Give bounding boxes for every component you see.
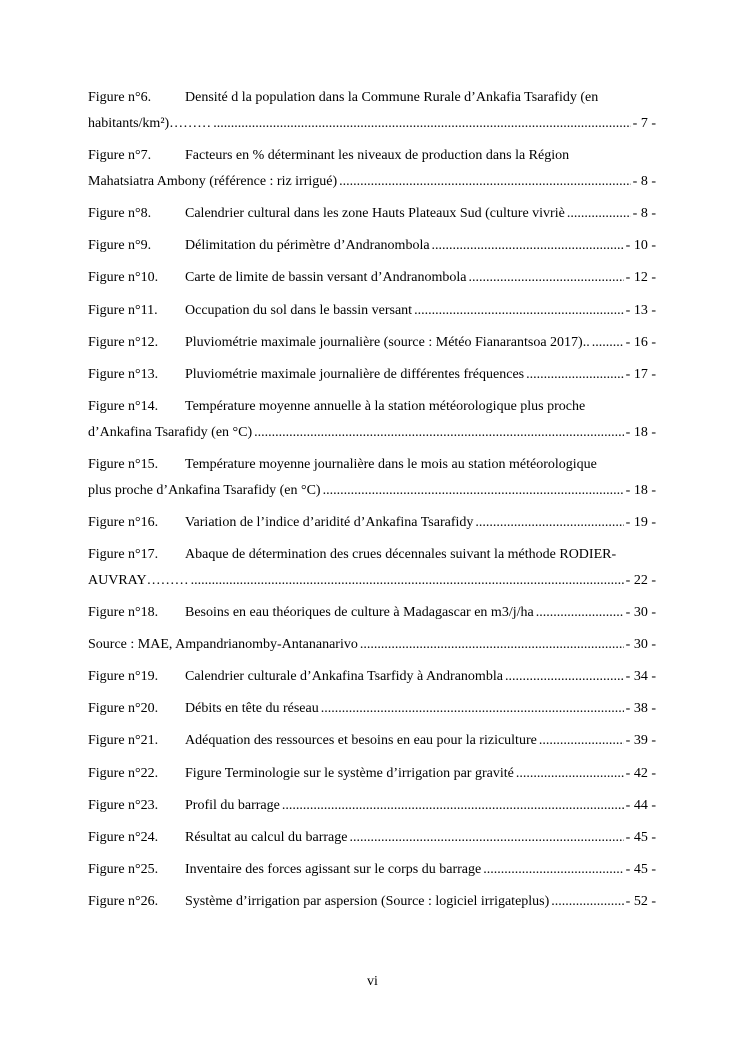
dot-leader [412,303,624,319]
page-footer-number: vi [367,974,378,989]
page-number: - 30 - [625,637,656,652]
figure-title: Abaque de détermination des crues décennales suivant la méthode RODIER- [185,547,617,562]
toc-entry[interactable] [88,238,656,254]
figure-number: Figure n°26. [88,894,159,909]
figure-number: Figure n°13. [88,367,159,382]
toc-entry[interactable] [88,335,656,351]
page-number: - 8 - [632,206,656,221]
toc-entry[interactable] [88,303,656,319]
page-number: - 13 - [625,303,656,318]
figure-title: Inventaire des forces agissant sur le corps du barrage [185,862,482,877]
toc-entry[interactable] [88,367,656,383]
page-number: - 34 - [625,669,656,684]
figure-number: Figure n°12. [88,335,159,350]
figure-title: Variation de l’indice d’aridité d’Ankafina Tsarafidy [185,515,474,530]
figure-title: Système d’irrigation par aspersion (Source : logiciel irrigateplus) [185,894,550,909]
toc-entry[interactable] [88,148,656,190]
toc-entry[interactable] [88,862,656,878]
page-number: - 19 - [625,515,656,530]
figure-title-continuation: plus proche d’Ankafina Tsarafidy (en °C) [88,483,321,498]
toc-entry[interactable] [88,399,656,441]
page-number: - 44 - [625,798,656,813]
dot-leader [503,669,624,685]
figure-number: Figure n°7. [88,148,152,163]
dot-leader [549,894,623,910]
figure-title: Température moyenne annuelle à la station météorologique plus proche [185,399,586,414]
figure-number: Figure n°14. [88,399,159,414]
figure-title: Pluviométrie maximale journalière de différentes fréquences [185,367,525,382]
figure-title: Besoins en eau théoriques de culture à Madagascar en m3/j/ha [185,605,534,620]
figure-number: Figure n°16. [88,515,159,530]
dot-leader [280,798,624,814]
figure-title: Température moyenne journalière dans le mois au station météorologique [185,457,597,472]
toc-entry[interactable] [88,605,656,621]
figure-title: Profil du barrage [185,798,280,813]
dot-leader [211,116,630,132]
dot-leader [358,637,624,653]
figure-number: Figure n°21. [88,733,159,748]
figure-number: Figure n°15. [88,457,159,472]
dot-leader [481,862,623,878]
dot-leader [524,367,624,383]
dot-leader [430,238,624,254]
page-number: - 52 - [625,894,656,909]
toc-entry[interactable] [88,90,656,132]
dot-leader [337,174,631,190]
toc-entry[interactable] [88,830,656,846]
page-number: - 18 - [625,483,656,498]
figure-number: Figure n°10. [88,270,159,285]
dot-leader [473,515,623,531]
page-number: - 45 - [625,830,656,845]
figure-number: Figure n°6. [88,90,152,105]
page-number: - 17 - [625,367,656,382]
dot-leader [321,483,624,499]
figure-number: Figure n°18. [88,605,159,620]
page-number: - 30 - [625,605,656,620]
dot-leader [534,605,624,621]
figure-number: Figure n°11. [88,303,158,318]
toc-entry[interactable] [88,894,656,910]
toc-entry[interactable] [88,733,656,749]
page-number: - 12 - [625,270,656,285]
figure-number: Figure n°24. [88,830,159,845]
page-number: - 7 - [632,116,656,131]
figure-title-continuation: Mahatsiatra Ambony (référence : riz irrigué) [88,174,338,189]
dot-leader [252,425,624,441]
dot-leader [565,206,631,222]
page-number: - 42 - [625,766,656,781]
page-number: - 8 - [632,174,656,189]
toc-entry[interactable] [88,515,656,531]
toc-entry[interactable] [88,766,656,782]
figure-title: Délimitation du périmètre d’Andranombola [185,238,430,253]
figure-title: Débits en tête du réseau [185,701,319,716]
figure-title: Occupation du sol dans le bassin versant [185,303,413,318]
page-number: - 38 - [625,701,656,716]
figure-title: Calendrier culturale d’Ankafina Tsarfidy à Andranombla [185,669,503,684]
toc-entry[interactable] [88,457,656,499]
figure-number: Figure n°19. [88,669,159,684]
dot-leader [537,733,624,749]
dot-leader [590,335,624,351]
toc-entry[interactable] [88,798,656,814]
figure-number: Figure n°20. [88,701,159,716]
dot-leader [347,830,623,846]
page-number: - 16 - [625,335,656,350]
dot-leader [514,766,624,782]
figure-title: Résultat au calcul du barrage [185,830,348,845]
toc-entry[interactable] [88,547,656,589]
toc-source-entry[interactable] [88,637,656,653]
figure-title: Facteurs en % déterminant les niveaux de production dans la Région [185,148,570,163]
toc-entry[interactable] [88,701,656,717]
figure-title: Carte de limite de bassin versant d’Andranombola [185,270,467,285]
dot-leader [466,270,623,286]
figure-number: Figure n°23. [88,798,159,813]
page-number: - 45 - [625,862,656,877]
page-number: - 18 - [625,425,656,440]
figure-title: Figure Terminologie sur le système d’irrigation par gravité [185,766,514,781]
figure-title: Densité d la population dans la Commune Rurale d’Ankafia Tsarafidy (en [185,90,599,105]
page-number: - 10 - [625,238,656,253]
figure-number: Figure n°17. [88,547,159,562]
toc-entry[interactable] [88,270,656,286]
figure-title: Calendrier cultural dans les zone Hauts Plateaux Sud (culture vivriè [185,206,565,221]
figure-title-continuation: AUVRAY……… [88,573,189,588]
page-number: - 22 - [625,573,656,588]
figure-number: Figure n°8. [88,206,152,221]
figure-title-continuation: habitants/km²)……… [88,116,212,131]
figure-title: Pluviométrie maximale journalière (source : Météo Fianarantsoa 2017).. [185,335,590,350]
dot-leader [319,701,624,717]
figure-title-continuation: d’Ankafina Tsarafidy (en °C) [88,425,253,440]
figure-number: Figure n°25. [88,862,159,877]
figure-title: Adéquation des ressources et besoins en eau pour la riziculture [185,733,537,748]
dot-leader [189,573,624,589]
toc-entry[interactable] [88,669,656,685]
toc-entry[interactable] [88,206,656,222]
source-text: Source : MAE, Ampandrianomby-Antananarivo [88,637,358,652]
figure-number: Figure n°9. [88,238,152,253]
figure-number: Figure n°22. [88,766,159,781]
page-number: - 39 - [625,733,656,748]
